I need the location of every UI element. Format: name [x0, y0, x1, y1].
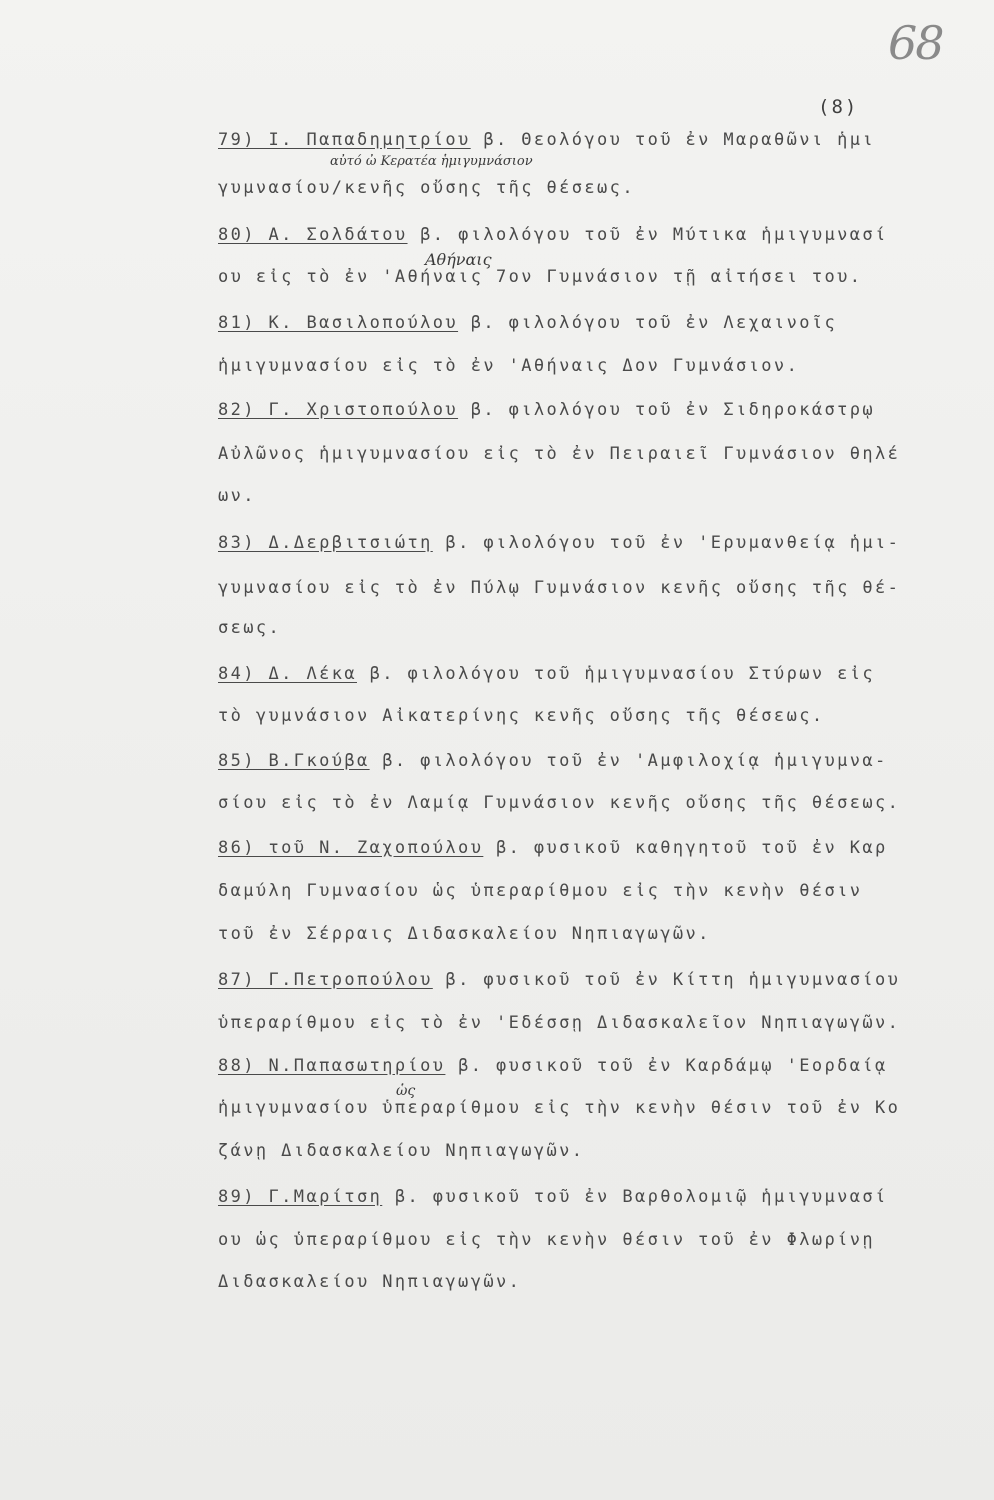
- line-text: ἡμιγυμνασίου εἰς τὸ ἐν 'Αθήναις Δον Γυμνάσιον.: [218, 356, 800, 376]
- entry-number: 86) τοῦ Ν. Ζαχοπούλου: [218, 838, 484, 858]
- text-line: [218, 1187, 888, 1207]
- text-line: [218, 664, 875, 684]
- entry-number: 88) Ν.Παπασωτηρίου: [218, 1056, 446, 1076]
- text-line: [218, 1056, 888, 1076]
- text-line: [218, 706, 824, 726]
- line-text: σίου εἰς τὸ ἐν Λαμίᾳ Γυμνάσιον κενῆς οὔσης τῆς θέσεως.: [218, 793, 901, 813]
- line-text: ζάνῃ Διδασκαλείου Νηπιαγωγῶν.: [218, 1141, 585, 1161]
- line-text: σεως.: [218, 618, 282, 638]
- line-text: β. φυσικοῦ τοῦ ἐν Καρδάμῳ 'Εορδαίᾳ: [445, 1056, 888, 1076]
- text-line: [218, 1230, 875, 1250]
- text-line: [218, 225, 888, 245]
- text-line: [218, 400, 875, 420]
- text-line: [218, 267, 862, 287]
- line-text: β. φιλολόγου τοῦ ἡμιγυμνασίου Στύρων εἰς: [356, 664, 876, 684]
- entry-number: 85) Β.Γκούβα: [218, 751, 370, 771]
- line-text: Αὐλῶνος ἡμιγυμνασίου εἰς τὸ ἐν Πειραιεῖ Γυμνάσιον θηλέ: [218, 444, 901, 464]
- text-line: [218, 1272, 521, 1292]
- handwritten-note: αὐτό ὠ Κερατέα ἡμιγυμνάσιον: [330, 154, 533, 169]
- line-text: β. φυσικοῦ τοῦ ἐν Βαρθολομιῷ ἡμιγυμνασί: [382, 1187, 888, 1207]
- text-line: [218, 1013, 900, 1033]
- line-text: β. φιλολόγου τοῦ ἐν Λεχαινοῖς: [458, 313, 838, 333]
- entry-number: 87) Γ.Πετροπούλου: [218, 970, 433, 990]
- text-line: [218, 838, 888, 858]
- line-text: β. φιλολόγου τοῦ ἐν 'Αμφιλοχίᾳ ἡμιγυμνα-: [369, 751, 888, 771]
- text-line: [218, 533, 900, 553]
- entry-number: 80) Α. Σολδάτου: [218, 225, 408, 245]
- text-line: [218, 130, 875, 150]
- text-line: [218, 1141, 584, 1161]
- line-text: β. φυσικοῦ καθηγητοῦ τοῦ ἐν Καρ: [483, 838, 888, 858]
- line-text: ων.: [218, 486, 256, 506]
- line-text: ὑπεραρίθμου εἰς τὸ ἐν 'Εδέσσῃ Διδασκαλεῖον Νηπιαγωγῶν.: [218, 1013, 901, 1033]
- page-label: (8): [818, 96, 859, 118]
- entry-number: 82) Γ. Χριστοπούλου: [218, 400, 459, 420]
- line-text: τὸ γυμνάσιον Αἰκατερίνης κενῆς οὔσης τῆς θέσεως.: [218, 706, 825, 726]
- handwritten-note: Αθήναις: [425, 250, 492, 269]
- entry-number: 89) Γ.Μαρίτση: [218, 1187, 383, 1207]
- entry-number: 84) Δ. Λέκα: [218, 664, 357, 684]
- line-text: ἡμιγυμνασίου ὑπεραρίθμου εἰς τὴν κενὴν θέσιν τοῦ ἐν Κο: [218, 1098, 901, 1118]
- text-line: [218, 793, 900, 813]
- text-line: [218, 751, 888, 771]
- line-text: ου εἰς τὸ ἐν 'Αθήναις 7ον Γυμνάσιον τῇ αἰτήσει του.: [218, 267, 863, 287]
- entry-number: 83) Δ.Δερβιτσιώτη: [218, 533, 433, 553]
- text-line: [218, 970, 900, 990]
- folio-number: 68: [888, 16, 943, 70]
- line-text: β. φιλολόγου τοῦ ἐν Μύτικα ἡμιγυμνασί: [407, 225, 888, 245]
- text-line: [218, 924, 711, 944]
- text-line: [218, 881, 862, 901]
- line-text: γυμνασίου εἰς τὸ ἐν Πύλῳ Γυμνάσιον κενῆς οὔσης τῆς θέ-: [218, 578, 901, 598]
- line-text: Διδασκαλείου Νηπιαγωγῶν.: [218, 1272, 522, 1292]
- line-text: ου ὡς ὑπεραρίθμου εἰς τὴν κενὴν θέσιν τοῦ ἐν Φλωρίνῃ: [218, 1230, 876, 1250]
- line-text: β. φιλολόγου τοῦ ἐν 'Ερυμανθείᾳ ἡμι-: [432, 533, 901, 553]
- entry-number: 81) Κ. Βασιλοπούλου: [218, 313, 459, 333]
- line-text: τοῦ ἐν Σέρραις Διδασκαλείου Νηπιαγωγῶν.: [218, 924, 711, 944]
- text-line: [218, 356, 799, 376]
- text-line: [218, 486, 256, 506]
- line-text: β. φυσικοῦ τοῦ ἐν Κίττη ἡμιγυμνασίου: [432, 970, 901, 990]
- text-line: [218, 178, 635, 198]
- text-line: [218, 578, 900, 598]
- line-text: γυμνασίου/κενῆς οὔσης τῆς θέσεως.: [218, 178, 635, 198]
- line-text: δαμύλη Γυμνασίου ὡς ὑπεραρίθμου εἰς τὴν κενὴν θέσιν: [218, 881, 863, 901]
- text-line: [218, 313, 837, 333]
- handwritten-note: ὡς: [396, 1083, 416, 1099]
- line-text: β. φιλολόγου τοῦ ἐν Σιδηροκάστρῳ: [458, 400, 876, 420]
- text-line: [218, 618, 281, 638]
- text-line: [218, 444, 900, 464]
- entry-number: 79) Ι. Παπαδημητρίου: [218, 130, 471, 150]
- text-line: [218, 1098, 900, 1118]
- line-text: β. Θεολόγου τοῦ ἐν Μαραθῶνι ἡμι: [470, 130, 876, 150]
